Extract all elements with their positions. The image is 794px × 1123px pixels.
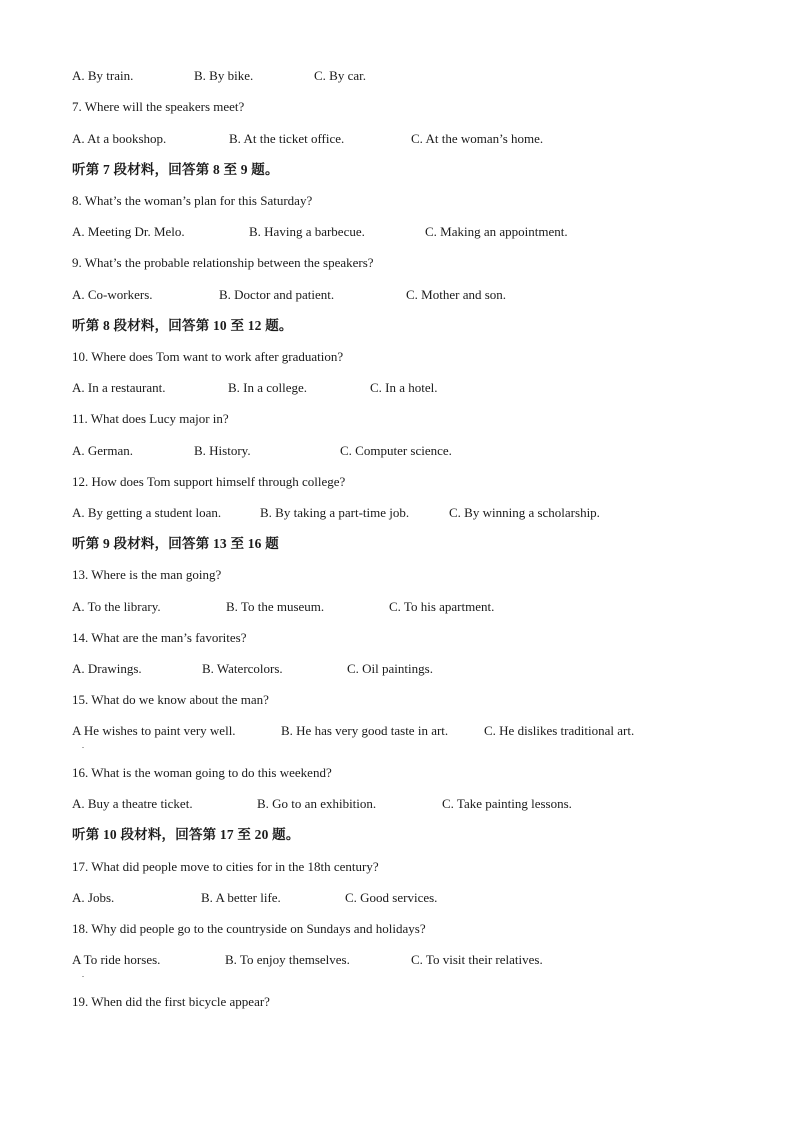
section-10-heading: 听第 10 段材料，回答第 17 至 20 题。 [72,827,300,842]
q15-stray-dot: . [82,741,84,750]
q15-question: 15. What do we know about the man? [72,692,269,707]
q17-option-c: C. Good services. [345,890,438,905]
q8-option-a: A. Meeting Dr. Melo. [72,224,185,239]
q15-option-b: B. He has very good taste in art. [281,723,449,738]
q13-option-c: C. To his apartment. [389,599,495,614]
q11-question: 11. What does Lucy major in? [72,411,229,426]
q10-question: 10. Where does Tom want to work after graduation? [72,349,344,364]
section-9-heading: 听第 9 段材料，回答第 13 至 16 题 [72,536,279,551]
q17-question: 17. What did people move to cities for in the 18th century? [72,859,379,874]
q18-question: 18. Why did people go to the countryside on Sundays and holidays? [72,921,426,936]
q16-option-b: B. Go to an exhibition. [257,796,377,811]
q17-option-b: B. A better life. [201,890,281,905]
q7-option-a: A. At a bookshop. [72,131,167,146]
q18-option-a: A To ride horses. [72,952,161,967]
q12-option-c: C. By winning a scholarship. [449,505,600,520]
q13-option-a: A. To the library. [72,599,161,614]
q16-option-a: A. Buy a theatre ticket. [72,796,193,811]
q7-question: 7. Where will the speakers meet? [72,99,245,114]
q12-option-a: A. By getting a student loan. [72,505,222,520]
q9-option-b: B. Doctor and patient. [219,287,335,302]
q11-option-c: C. Computer science. [340,443,452,458]
q13-question: 13. Where is the man going? [72,567,222,582]
q8-question: 8. What’s the woman’s plan for this Saturday? [72,193,313,208]
q8-option-c: C. Making an appointment. [425,224,568,239]
q6-option-b: B. By bike. [194,68,254,83]
q11-option-a: A. German. [72,443,134,458]
q18-option-c: C. To visit their relatives. [411,952,543,967]
q14-option-c: C. Oil paintings. [347,661,433,676]
q13-option-b: B. To the museum. [226,599,325,614]
q7-option-b: B. At the ticket office. [229,131,345,146]
q10-option-a: A. In a restaurant. [72,380,166,395]
q11-option-b: B. History. [194,443,251,458]
q18-option-b: B. To enjoy themselves. [225,952,350,967]
section-7-heading: 听第 7 段材料，回答第 8 至 9 题。 [72,162,279,177]
q16-question: 16. What is the woman going to do this weekend? [72,765,332,780]
q6-option-c: C. By car. [314,68,366,83]
q15-option-c: C. He dislikes traditional art. [484,723,635,738]
q19-question: 19. When did the first bicycle appear? [72,994,270,1009]
q14-option-a: A. Drawings. [72,661,142,676]
q7-option-c: C. At the woman’s home. [411,131,544,146]
q9-option-c: C. Mother and son. [406,287,507,302]
q16-option-c: C. Take painting lessons. [442,796,572,811]
q8-option-b: B. Having a barbecue. [249,224,365,239]
section-8-heading: 听第 8 段材料，回答第 10 至 12 题。 [72,318,293,333]
q14-question: 14. What are the man’s favorites? [72,630,247,645]
q14-option-b: B. Watercolors. [202,661,283,676]
q15-option-a: A He wishes to paint very well. [72,723,236,738]
q10-option-b: B. In a college. [228,380,308,395]
q9-question: 9. What’s the probable relationship between the speakers? [72,255,374,270]
q12-question: 12. How does Tom support himself through college? [72,474,346,489]
q10-option-c: C. In a hotel. [370,380,438,395]
q12-option-b: B. By taking a part-time job. [260,505,410,520]
q6-option-a: A. By train. [72,68,134,83]
q18-stray-dot: . [82,970,84,979]
q9-option-a: A. Co-workers. [72,287,153,302]
q17-option-a: A. Jobs. [72,890,115,905]
